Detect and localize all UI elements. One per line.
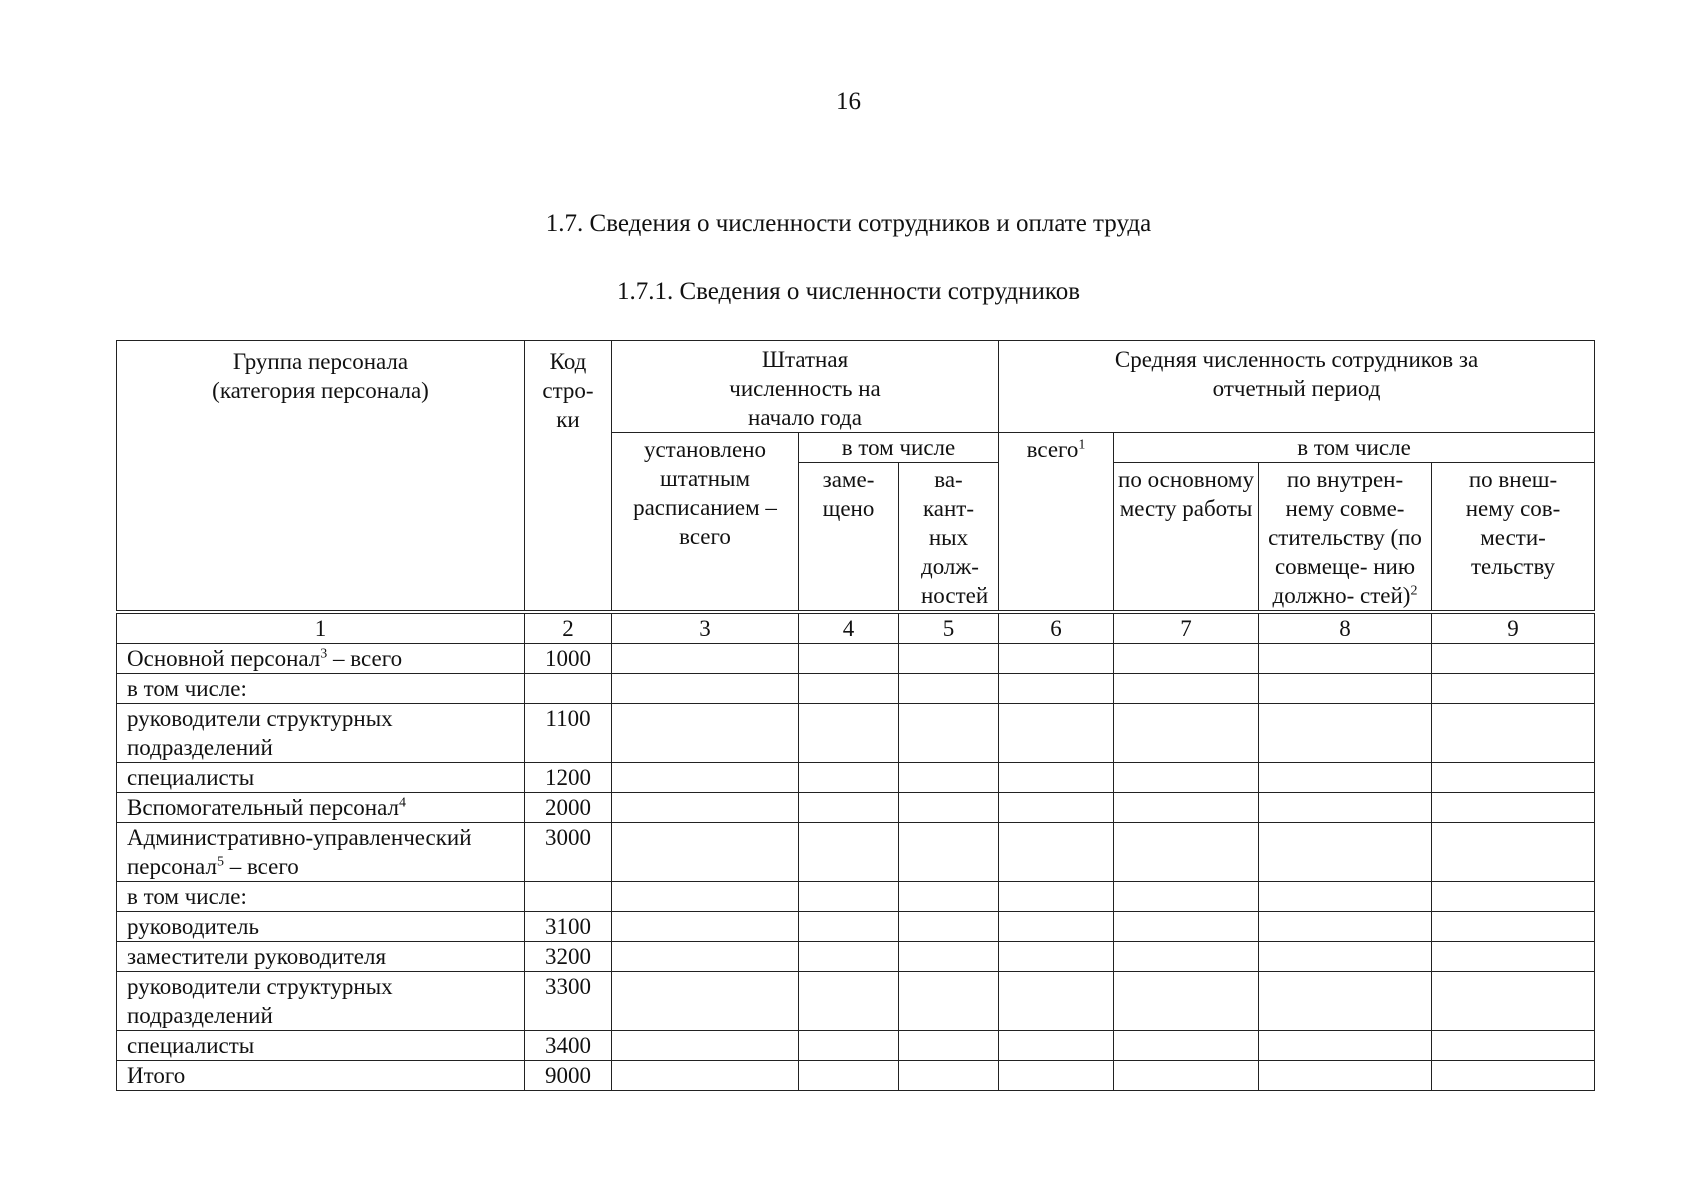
- row-label: Вспомогательный персонал$^4$: [117, 793, 525, 823]
- empty-cell: [1432, 763, 1595, 793]
- empty-cell: [999, 674, 1114, 704]
- header-staff: Штатная численность на начало года: [612, 341, 999, 433]
- empty-cell: [612, 942, 799, 972]
- empty-cell: [1259, 1031, 1432, 1061]
- header-staff-incl: в том числе: [799, 433, 999, 463]
- row-code: 1100: [525, 704, 612, 763]
- empty-cell: [799, 704, 899, 763]
- row-code: 1200: [525, 763, 612, 793]
- empty-cell: [612, 704, 799, 763]
- empty-cell: [1259, 972, 1432, 1031]
- table-row: [117, 942, 1595, 972]
- table-row: [117, 1031, 1595, 1061]
- table-row: [117, 1061, 1595, 1091]
- header-group: Группа персонала (категория персонала): [117, 341, 525, 611]
- empty-cell: [799, 1061, 899, 1091]
- empty-cell: [799, 882, 899, 912]
- empty-cell: [899, 972, 999, 1031]
- row-label: руководитель: [117, 912, 525, 942]
- empty-cell: [899, 674, 999, 704]
- row-label: в том числе:: [117, 882, 525, 912]
- column-numbers-row: [117, 614, 1595, 644]
- row-label: Основной персонал$^3$ – всего: [117, 644, 525, 674]
- row-code: 3100: [525, 912, 612, 942]
- empty-cell: [1259, 763, 1432, 793]
- header-code: Код стро- ки: [525, 341, 612, 611]
- table-row: [117, 763, 1595, 793]
- empty-cell: [612, 1031, 799, 1061]
- row-label: в том числе:: [117, 674, 525, 704]
- row-code: [525, 674, 612, 704]
- row-code: 3000: [525, 823, 612, 882]
- empty-cell: [612, 1061, 799, 1091]
- empty-cell: [1114, 1031, 1259, 1061]
- empty-cell: [799, 942, 899, 972]
- empty-cell: [899, 912, 999, 942]
- empty-cell: [999, 912, 1114, 942]
- empty-cell: [999, 644, 1114, 674]
- empty-cell: [899, 823, 999, 882]
- empty-cell: [899, 942, 999, 972]
- empty-cell: [1432, 942, 1595, 972]
- column-number: 4: [799, 614, 899, 644]
- row-code: 3400: [525, 1031, 612, 1061]
- empty-cell: [899, 704, 999, 763]
- empty-cell: [899, 644, 999, 674]
- empty-cell: [1259, 704, 1432, 763]
- row-label: специалисты: [117, 1031, 525, 1061]
- empty-cell: [1259, 823, 1432, 882]
- column-number: 6: [999, 614, 1114, 644]
- empty-cell: [799, 674, 899, 704]
- table-row: [117, 704, 1595, 763]
- empty-cell: [1114, 823, 1259, 882]
- empty-cell: [999, 763, 1114, 793]
- table-row: [117, 882, 1595, 912]
- table-row: [117, 644, 1595, 674]
- empty-cell: [612, 912, 799, 942]
- header-avg: Средняя численность сотрудников за отчетный период: [999, 341, 1595, 433]
- row-code: 3300: [525, 972, 612, 1031]
- empty-cell: [799, 644, 899, 674]
- table-row: [117, 912, 1595, 942]
- row-code: 2000: [525, 793, 612, 823]
- header-avg-main: по основному месту работы: [1114, 463, 1259, 611]
- empty-cell: [899, 1031, 999, 1061]
- empty-cell: [612, 644, 799, 674]
- empty-cell: [1114, 972, 1259, 1031]
- empty-cell: [612, 674, 799, 704]
- empty-cell: [999, 972, 1114, 1031]
- column-number: 8: [1259, 614, 1432, 644]
- empty-cell: [1114, 882, 1259, 912]
- row-code: [525, 882, 612, 912]
- empty-cell: [1432, 823, 1595, 882]
- empty-cell: [1259, 793, 1432, 823]
- empty-cell: [1259, 674, 1432, 704]
- row-label: Административно-управленческий персонал$^5$ – всего: [117, 823, 525, 882]
- row-label: руководители структурных подразделений: [117, 704, 525, 763]
- empty-cell: [999, 942, 1114, 972]
- empty-cell: [1259, 882, 1432, 912]
- empty-cell: [612, 763, 799, 793]
- header-staff-vacant: ва- кант- ных долж- ностей: [899, 463, 999, 611]
- empty-cell: [1432, 1031, 1595, 1061]
- empty-cell: [999, 1031, 1114, 1061]
- empty-cell: [612, 972, 799, 1031]
- empty-cell: [999, 793, 1114, 823]
- empty-cell: [1432, 972, 1595, 1031]
- section-title: 1.7. Сведения о численности сотрудников и оплате труда: [545, 210, 1152, 237]
- empty-cell: [1432, 912, 1595, 942]
- column-number: 1: [117, 614, 525, 644]
- empty-cell: [1432, 704, 1595, 763]
- empty-cell: [1114, 644, 1259, 674]
- column-number: 3: [612, 614, 799, 644]
- row-code: 1000: [525, 644, 612, 674]
- empty-cell: [899, 882, 999, 912]
- empty-cell: [799, 763, 899, 793]
- row-code: 9000: [525, 1061, 612, 1091]
- empty-cell: [899, 1061, 999, 1091]
- empty-cell: [1432, 674, 1595, 704]
- column-number: 5: [899, 614, 999, 644]
- table-row: [117, 793, 1595, 823]
- row-label: Итого: [117, 1061, 525, 1091]
- column-number: 9: [1432, 614, 1595, 644]
- table-row: [117, 972, 1595, 1031]
- empty-cell: [799, 793, 899, 823]
- empty-cell: [799, 1031, 899, 1061]
- empty-cell: [1114, 793, 1259, 823]
- empty-cell: [1432, 793, 1595, 823]
- empty-cell: [999, 704, 1114, 763]
- empty-cell: [1114, 704, 1259, 763]
- empty-cell: [999, 1061, 1114, 1091]
- data-table: [116, 613, 1595, 1091]
- empty-cell: [899, 793, 999, 823]
- empty-cell: [1114, 1061, 1259, 1091]
- page-number: 16: [836, 88, 861, 115]
- header-staff-established: установлено штатным расписанием – всего: [612, 433, 799, 611]
- table-row: [117, 823, 1595, 882]
- empty-cell: [1259, 1061, 1432, 1091]
- row-label: руководители структурных подразделений: [117, 972, 525, 1031]
- empty-cell: [799, 972, 899, 1031]
- header-avg-internal: по внутрен- нему совме- стительству (по совмеще- нию должно- стей)$^2$: [1259, 463, 1432, 611]
- empty-cell: [612, 882, 799, 912]
- empty-cell: [1114, 912, 1259, 942]
- column-number: 7: [1114, 614, 1259, 644]
- table-header: [116, 340, 1595, 611]
- header-avg-external: по внеш- нему сов- мести- тельству: [1432, 463, 1595, 611]
- row-label: специалисты: [117, 763, 525, 793]
- empty-cell: [999, 882, 1114, 912]
- empty-cell: [999, 823, 1114, 882]
- empty-cell: [1114, 674, 1259, 704]
- row-label: заместители руководителя: [117, 942, 525, 972]
- empty-cell: [1432, 882, 1595, 912]
- empty-cell: [612, 793, 799, 823]
- table-row: [117, 674, 1595, 704]
- empty-cell: [1432, 644, 1595, 674]
- header-staff-filled: заме- щено: [799, 463, 899, 611]
- empty-cell: [799, 823, 899, 882]
- empty-cell: [799, 912, 899, 942]
- empty-cell: [1114, 942, 1259, 972]
- empty-cell: [1432, 1061, 1595, 1091]
- empty-cell: [1259, 644, 1432, 674]
- empty-cell: [1114, 763, 1259, 793]
- row-code: 3200: [525, 942, 612, 972]
- empty-cell: [612, 823, 799, 882]
- empty-cell: [899, 763, 999, 793]
- empty-cell: [1259, 942, 1432, 972]
- header-avg-incl: в том числе: [1114, 433, 1595, 463]
- empty-cell: [1259, 912, 1432, 942]
- subsection-title: 1.7.1. Сведения о численности сотрудников: [616, 278, 1081, 305]
- column-number: 2: [525, 614, 612, 644]
- header-avg-total: всего$^1$: [999, 433, 1114, 611]
